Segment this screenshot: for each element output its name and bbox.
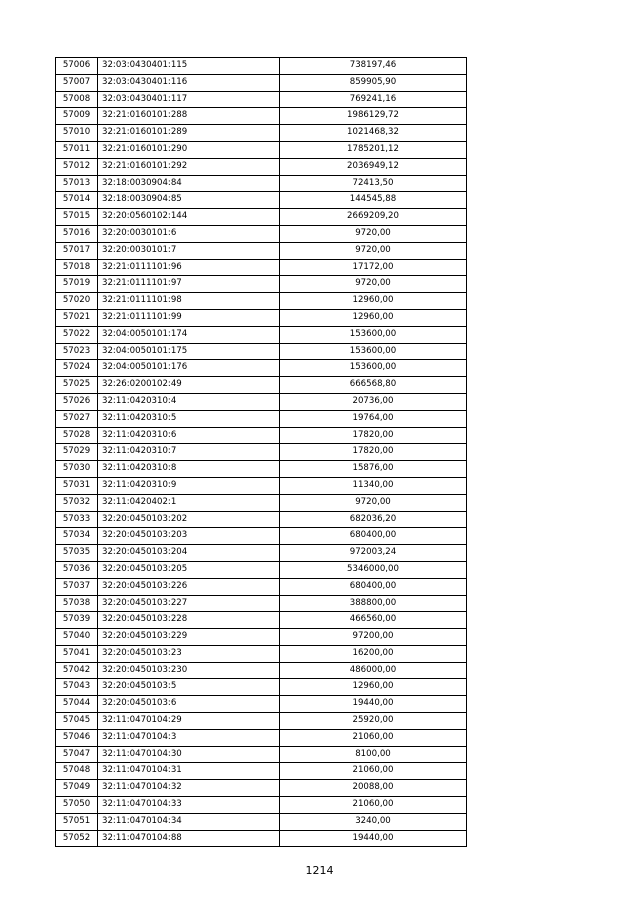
cadastral-value: 3240,00 [280,813,467,830]
row-number: 57017 [56,242,98,259]
row-number: 57022 [56,326,98,343]
table-row [56,561,467,578]
table-row [56,662,467,679]
cadastral-number: 32:11:0470104:34 [98,813,280,830]
row-number: 57021 [56,309,98,326]
table-row [56,763,467,780]
cadastral-number: 32:11:0420310:9 [98,477,280,494]
cadastral-value: 2036949,12 [280,158,467,175]
table-row [56,629,467,646]
cadastral-number: 32:11:0470104:33 [98,797,280,814]
cadastral-value: 388800,00 [280,595,467,612]
cadastral-value: 144545,88 [280,192,467,209]
table-row [56,293,467,310]
cadastral-number: 32:20:0450103:227 [98,595,280,612]
cadastral-value: 153600,00 [280,343,467,360]
table-row [56,175,467,192]
cadastral-value: 486000,00 [280,662,467,679]
table-row [56,91,467,108]
cadastral-value: 680400,00 [280,528,467,545]
table-row [56,377,467,394]
cadastral-value: 20088,00 [280,780,467,797]
table-row [56,141,467,158]
cadastral-value: 17820,00 [280,427,467,444]
cadastral-number: 32:21:0160101:288 [98,108,280,125]
table-row [56,494,467,511]
cadastral-number: 32:11:0420402:1 [98,494,280,511]
row-number: 57051 [56,813,98,830]
cadastral-value: 769241,16 [280,91,467,108]
row-number: 57034 [56,528,98,545]
row-number: 57042 [56,662,98,679]
table-row [56,158,467,175]
cadastral-number: 32:03:0430401:117 [98,91,280,108]
cadastral-number: 32:03:0430401:115 [98,58,280,75]
cadastral-value: 19440,00 [280,830,467,847]
cadastral-number: 32:11:0420310:5 [98,410,280,427]
cadastral-number: 32:11:0420310:7 [98,444,280,461]
cadastral-number: 32:20:0450103:204 [98,545,280,562]
cadastral-value: 12960,00 [280,679,467,696]
row-number: 57027 [56,410,98,427]
cadastral-number: 32:11:0420310:6 [98,427,280,444]
cadastral-value: 666568,80 [280,377,467,394]
table-row [56,393,467,410]
cadastral-number: 32:20:0450103:5 [98,679,280,696]
table-row [56,259,467,276]
row-number: 57035 [56,545,98,562]
row-number: 57016 [56,225,98,242]
cadastral-value: 16200,00 [280,645,467,662]
table-row [56,645,467,662]
cadastral-number: 32:11:0470104:88 [98,830,280,847]
table-row [56,242,467,259]
row-number: 57040 [56,629,98,646]
table-row [56,410,467,427]
cadastral-number: 32:11:0470104:3 [98,729,280,746]
cadastral-number: 32:21:0111101:96 [98,259,280,276]
cadastral-value: 9720,00 [280,242,467,259]
cadastral-value: 738197,46 [280,58,467,75]
row-number: 57008 [56,91,98,108]
row-number: 57039 [56,612,98,629]
cadastral-number: 32:26:0200102:49 [98,377,280,394]
cadastral-number: 32:18:0030904:85 [98,192,280,209]
cadastral-value: 859905,90 [280,74,467,91]
cadastral-value: 9720,00 [280,276,467,293]
row-number: 57026 [56,393,98,410]
table-row [56,343,467,360]
cadastral-number: 32:20:0450103:229 [98,629,280,646]
cadastral-value: 11340,00 [280,477,467,494]
cadastral-number: 32:20:0450103:6 [98,696,280,713]
table-row [56,444,467,461]
table-row [56,729,467,746]
table-row [56,696,467,713]
cadastral-number: 32:20:0450103:203 [98,528,280,545]
row-number: 57019 [56,276,98,293]
cadastral-value: 5346000,00 [280,561,467,578]
cadastral-value: 15876,00 [280,461,467,478]
cadastral-value: 19440,00 [280,696,467,713]
cadastral-number: 32:20:0450103:228 [98,612,280,629]
row-number: 57033 [56,511,98,528]
row-number: 57012 [56,158,98,175]
cadastral-value: 1785201,12 [280,141,467,158]
cadastral-number: 32:21:0111101:99 [98,309,280,326]
cadastral-value: 17820,00 [280,444,467,461]
table-row [56,679,467,696]
cadastral-value: 1986129,72 [280,108,467,125]
cadastral-value: 25920,00 [280,713,467,730]
row-number: 57045 [56,713,98,730]
table-row [56,813,467,830]
table-row [56,528,467,545]
cadastral-number: 32:20:0560102:144 [98,209,280,226]
cadastral-number: 32:21:0111101:98 [98,293,280,310]
row-number: 57010 [56,125,98,142]
cadastral-number: 32:04:0050101:176 [98,360,280,377]
row-number: 57046 [56,729,98,746]
cadastral-value: 21060,00 [280,729,467,746]
cadastral-value: 97200,00 [280,629,467,646]
row-number: 57029 [56,444,98,461]
cadastral-value: 466560,00 [280,612,467,629]
row-number: 57036 [56,561,98,578]
table-row [56,477,467,494]
cadastral-number: 32:11:0470104:31 [98,763,280,780]
table-row [56,209,467,226]
cadastral-number: 32:21:0111101:97 [98,276,280,293]
row-number: 57052 [56,830,98,847]
row-number: 57048 [56,763,98,780]
cadastral-number: 32:20:0450103:23 [98,645,280,662]
row-number: 57023 [56,343,98,360]
table-row [56,225,467,242]
cadastral-number: 32:11:0470104:29 [98,713,280,730]
row-number: 57037 [56,578,98,595]
cadastral-number: 32:21:0160101:289 [98,125,280,142]
cadastral-value: 9720,00 [280,494,467,511]
cadastral-number: 32:20:0450103:226 [98,578,280,595]
table-row [56,612,467,629]
row-number: 57025 [56,377,98,394]
cadastral-value: 21060,00 [280,797,467,814]
row-number: 57009 [56,108,98,125]
row-number: 57006 [56,58,98,75]
row-number: 57015 [56,209,98,226]
row-number: 57031 [56,477,98,494]
table-body [56,58,467,847]
row-number: 57013 [56,175,98,192]
cadastral-number: 32:20:0450103:205 [98,561,280,578]
table-row [56,326,467,343]
table-row [56,545,467,562]
cadastral-number: 32:04:0050101:175 [98,343,280,360]
cadastral-number: 32:11:0420310:4 [98,393,280,410]
cadastral-value: 153600,00 [280,326,467,343]
cadastral-number: 32:11:0420310:8 [98,461,280,478]
cadastral-number: 32:11:0470104:30 [98,746,280,763]
cadastral-number: 32:20:0030101:7 [98,242,280,259]
cadastral-number: 32:03:0430401:116 [98,74,280,91]
cadastral-value: 682036,20 [280,511,467,528]
cadastral-number: 32:04:0050101:174 [98,326,280,343]
cadastral-number: 32:21:0160101:292 [98,158,280,175]
table-row [56,595,467,612]
table-row [56,746,467,763]
cadastral-number: 32:18:0030904:84 [98,175,280,192]
table-row [56,309,467,326]
row-number: 57014 [56,192,98,209]
table-row [56,276,467,293]
table-row [56,578,467,595]
cadastral-value: 17172,00 [280,259,467,276]
table-row [56,125,467,142]
cadastral-value: 12960,00 [280,293,467,310]
row-number: 57011 [56,141,98,158]
cadastral-value: 9720,00 [280,225,467,242]
table-row [56,830,467,847]
row-number: 57024 [56,360,98,377]
row-number: 57043 [56,679,98,696]
table-row [56,797,467,814]
table-row [56,780,467,797]
row-number: 57030 [56,461,98,478]
row-number: 57044 [56,696,98,713]
row-number: 57047 [56,746,98,763]
table-row [56,74,467,91]
table-row [56,713,467,730]
cadastral-value: 972003,24 [280,545,467,562]
table-row [56,461,467,478]
table-row [56,58,467,75]
cadastral-value: 1021468,32 [280,125,467,142]
table-row [56,360,467,377]
cadastral-value: 153600,00 [280,360,467,377]
cadastral-number: 32:20:0030101:6 [98,225,280,242]
row-number: 57041 [56,645,98,662]
cadastral-value-table [55,57,467,847]
table-row [56,427,467,444]
cadastral-number: 32:11:0470104:32 [98,780,280,797]
table-row [56,108,467,125]
row-number: 57028 [56,427,98,444]
table-row [56,192,467,209]
table-row [56,511,467,528]
row-number: 57049 [56,780,98,797]
cadastral-number: 32:21:0160101:290 [98,141,280,158]
row-number: 57038 [56,595,98,612]
cadastral-value: 12960,00 [280,309,467,326]
row-number: 57007 [56,74,98,91]
cadastral-number: 32:20:0450103:202 [98,511,280,528]
page-number: 1214 [305,864,334,877]
row-number: 57020 [56,293,98,310]
row-number: 57018 [56,259,98,276]
row-number: 57050 [56,797,98,814]
cadastral-value: 72413,50 [280,175,467,192]
cadastral-value: 19764,00 [280,410,467,427]
cadastral-value: 680400,00 [280,578,467,595]
cadastral-value: 8100,00 [280,746,467,763]
cadastral-number: 32:20:0450103:230 [98,662,280,679]
row-number: 57032 [56,494,98,511]
cadastral-value: 20736,00 [280,393,467,410]
cadastral-value: 21060,00 [280,763,467,780]
cadastral-value: 2669209,20 [280,209,467,226]
